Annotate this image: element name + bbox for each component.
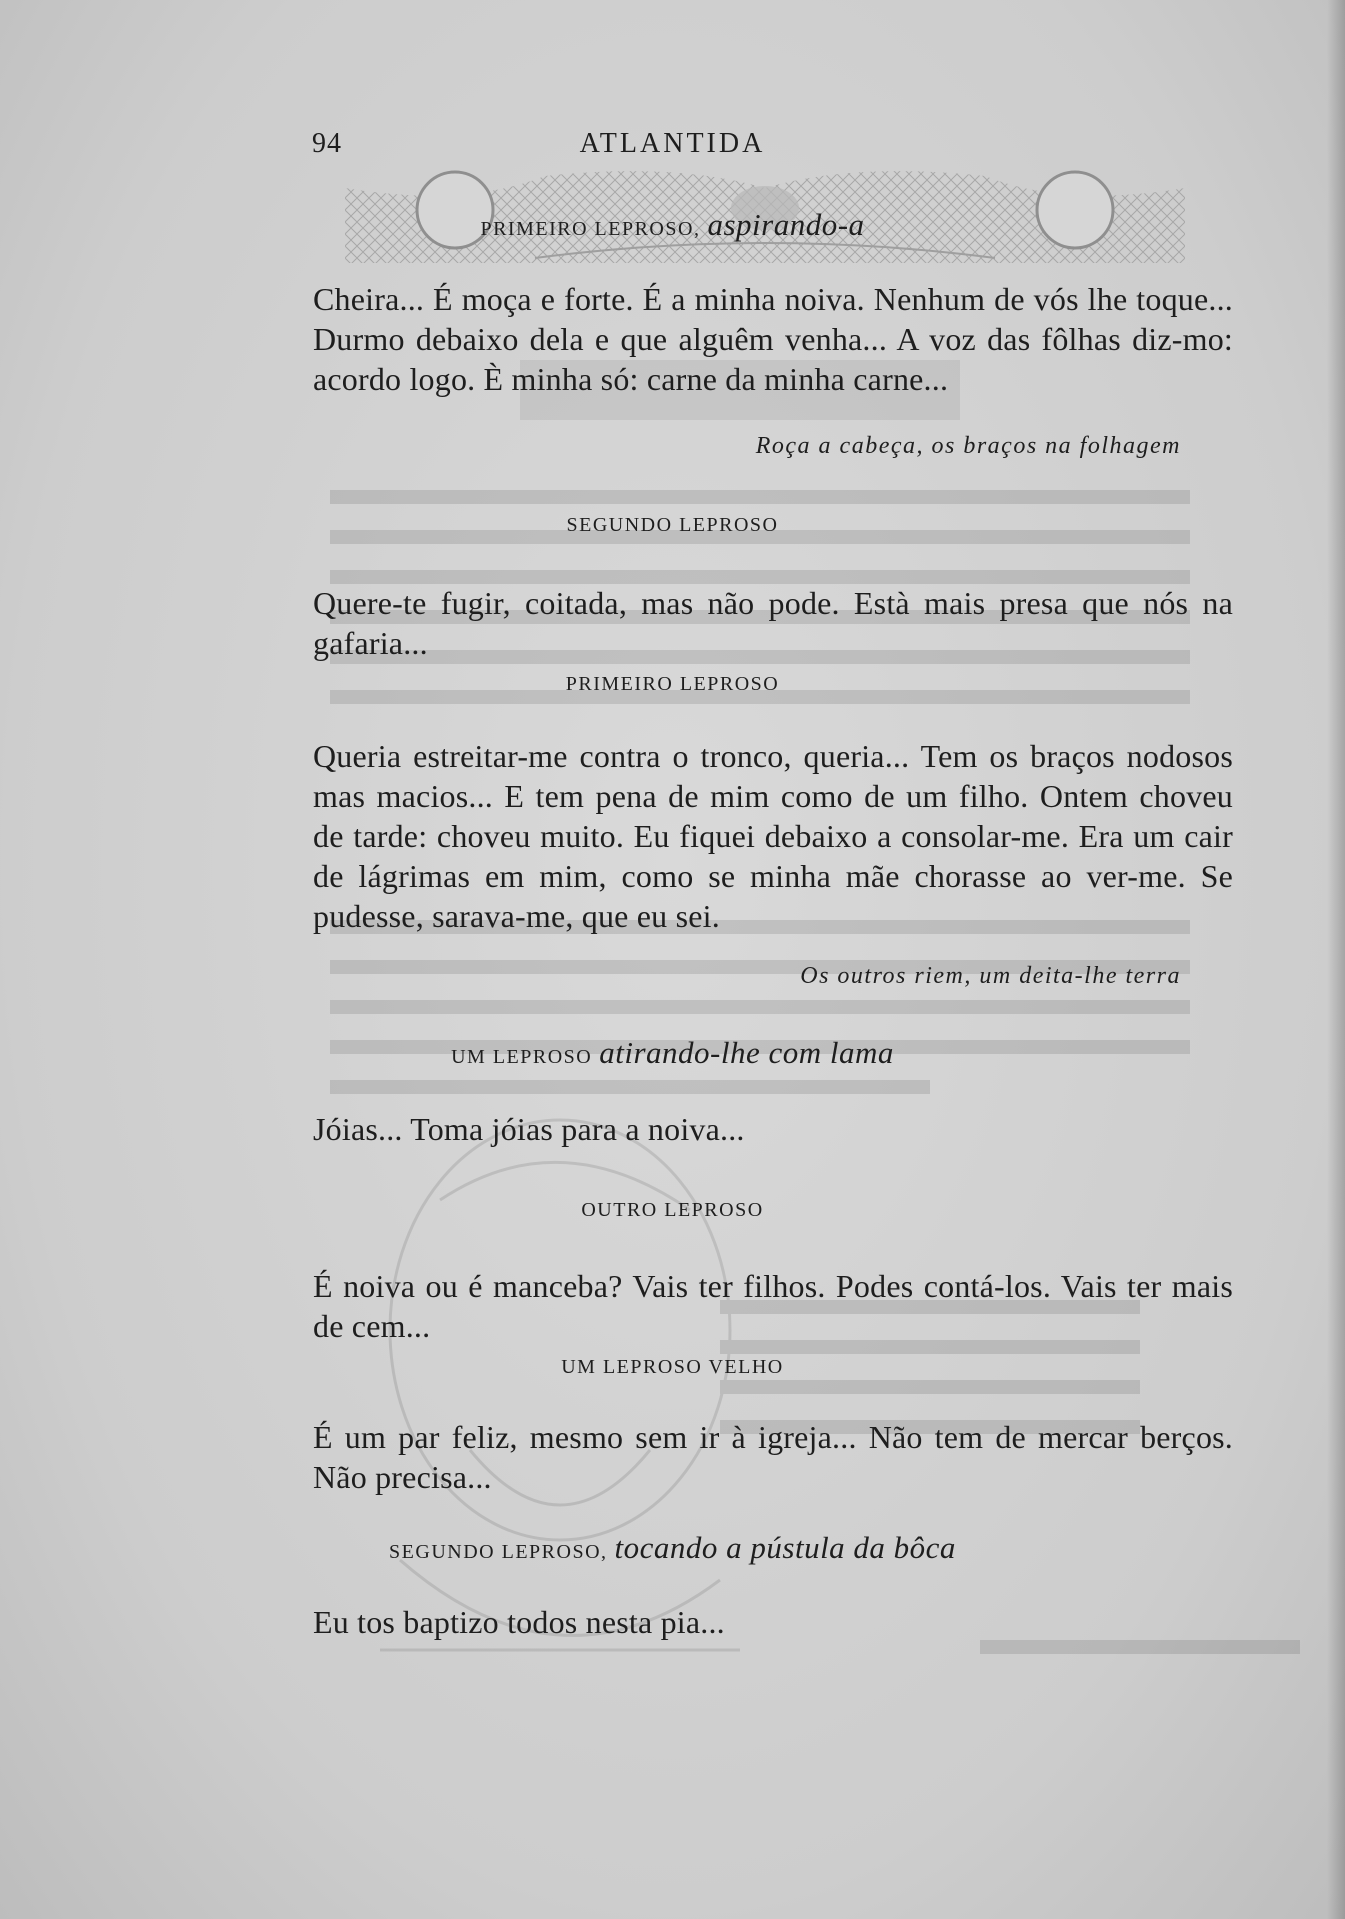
speaker-heading-um-leproso <box>0 1035 1345 1071</box>
speaker-heading-primeiro-leproso <box>0 670 1345 696</box>
speaker-name: SEGUNDO LEPROSO, <box>389 1541 608 1563</box>
speaker-name: SEGUNDO LEPROSO <box>566 514 779 536</box>
dialogue-paragraph: Queria estreitar-me contra o tronco, queria... Tem os braços nodosos mas macios... E tem pena de mim como de um filho. Ontem choveu de tarde: choveu muito. Eu fiquei debaixo a consolar-me. Era um cair de lágrimas em mim, como se minha mãe chorasse ao ver-me. Se pudesse, sarava-me, que eu sei. <box>313 738 1233 934</box>
stage-direction-inline: aspirando-a <box>707 207 865 242</box>
dialogue-paragraph: Cheira... É moça e forte. É a minha noiva. Nenhum de vós lhe toque... Durmo debaixo dela e que alguêm venha... A voz das fôlhas diz-mo: acordo logo. È minha só: carne da minha carne... <box>313 281 1233 397</box>
speaker-name: OUTRO LEPROSO <box>581 1199 764 1221</box>
speaker-heading-segundo-leproso <box>0 511 1345 537</box>
speaker-name: PRIMEIRO LEPROSO, <box>480 218 701 240</box>
dialogue-paragraph: É noiva ou é manceba? Vais ter filhos. Podes contá-los. Vais ter mais de cem... <box>313 1268 1233 1344</box>
stage-direction: Roça a cabeça, os braços na folhagem <box>755 433 1181 459</box>
page-header <box>0 128 1345 168</box>
speaker-name: UM LEPROSO <box>451 1046 593 1068</box>
dialogue-paragraph: Eu tos baptizo todos nesta pia... <box>313 1604 725 1640</box>
stage-direction-inline: atirando-lhe com lama <box>599 1035 894 1070</box>
dialogue-paragraph: Jóias... Toma jóias para a noiva... <box>313 1111 745 1147</box>
dialogue-paragraph: É um par feliz, mesmo sem ir à igreja... Não tem de mercar berços. Não precisa... <box>313 1419 1233 1495</box>
speaker-heading-primeiro-leproso <box>0 207 1345 243</box>
stage-direction: Os outros riem, um deita-lhe terra <box>800 963 1181 989</box>
stage-direction-inline: tocando a pústula da bôca <box>614 1530 956 1565</box>
running-title: ATLANTIDA <box>579 128 766 159</box>
dialogue-paragraph: Quere-te fugir, coitada, mas não pode. Està mais presa que nós na gafaria... <box>313 585 1233 661</box>
speaker-name: UM LEPROSO VELHO <box>561 1356 784 1378</box>
speaker-heading-um-leproso-velho <box>0 1353 1345 1379</box>
page-number: 94 <box>312 128 342 159</box>
speaker-heading-outro-leproso <box>0 1196 1345 1222</box>
speaker-heading-segundo-leproso <box>0 1530 1345 1566</box>
page-edge-shadow <box>1327 0 1345 1919</box>
speaker-name: PRIMEIRO LEPROSO <box>565 673 780 695</box>
